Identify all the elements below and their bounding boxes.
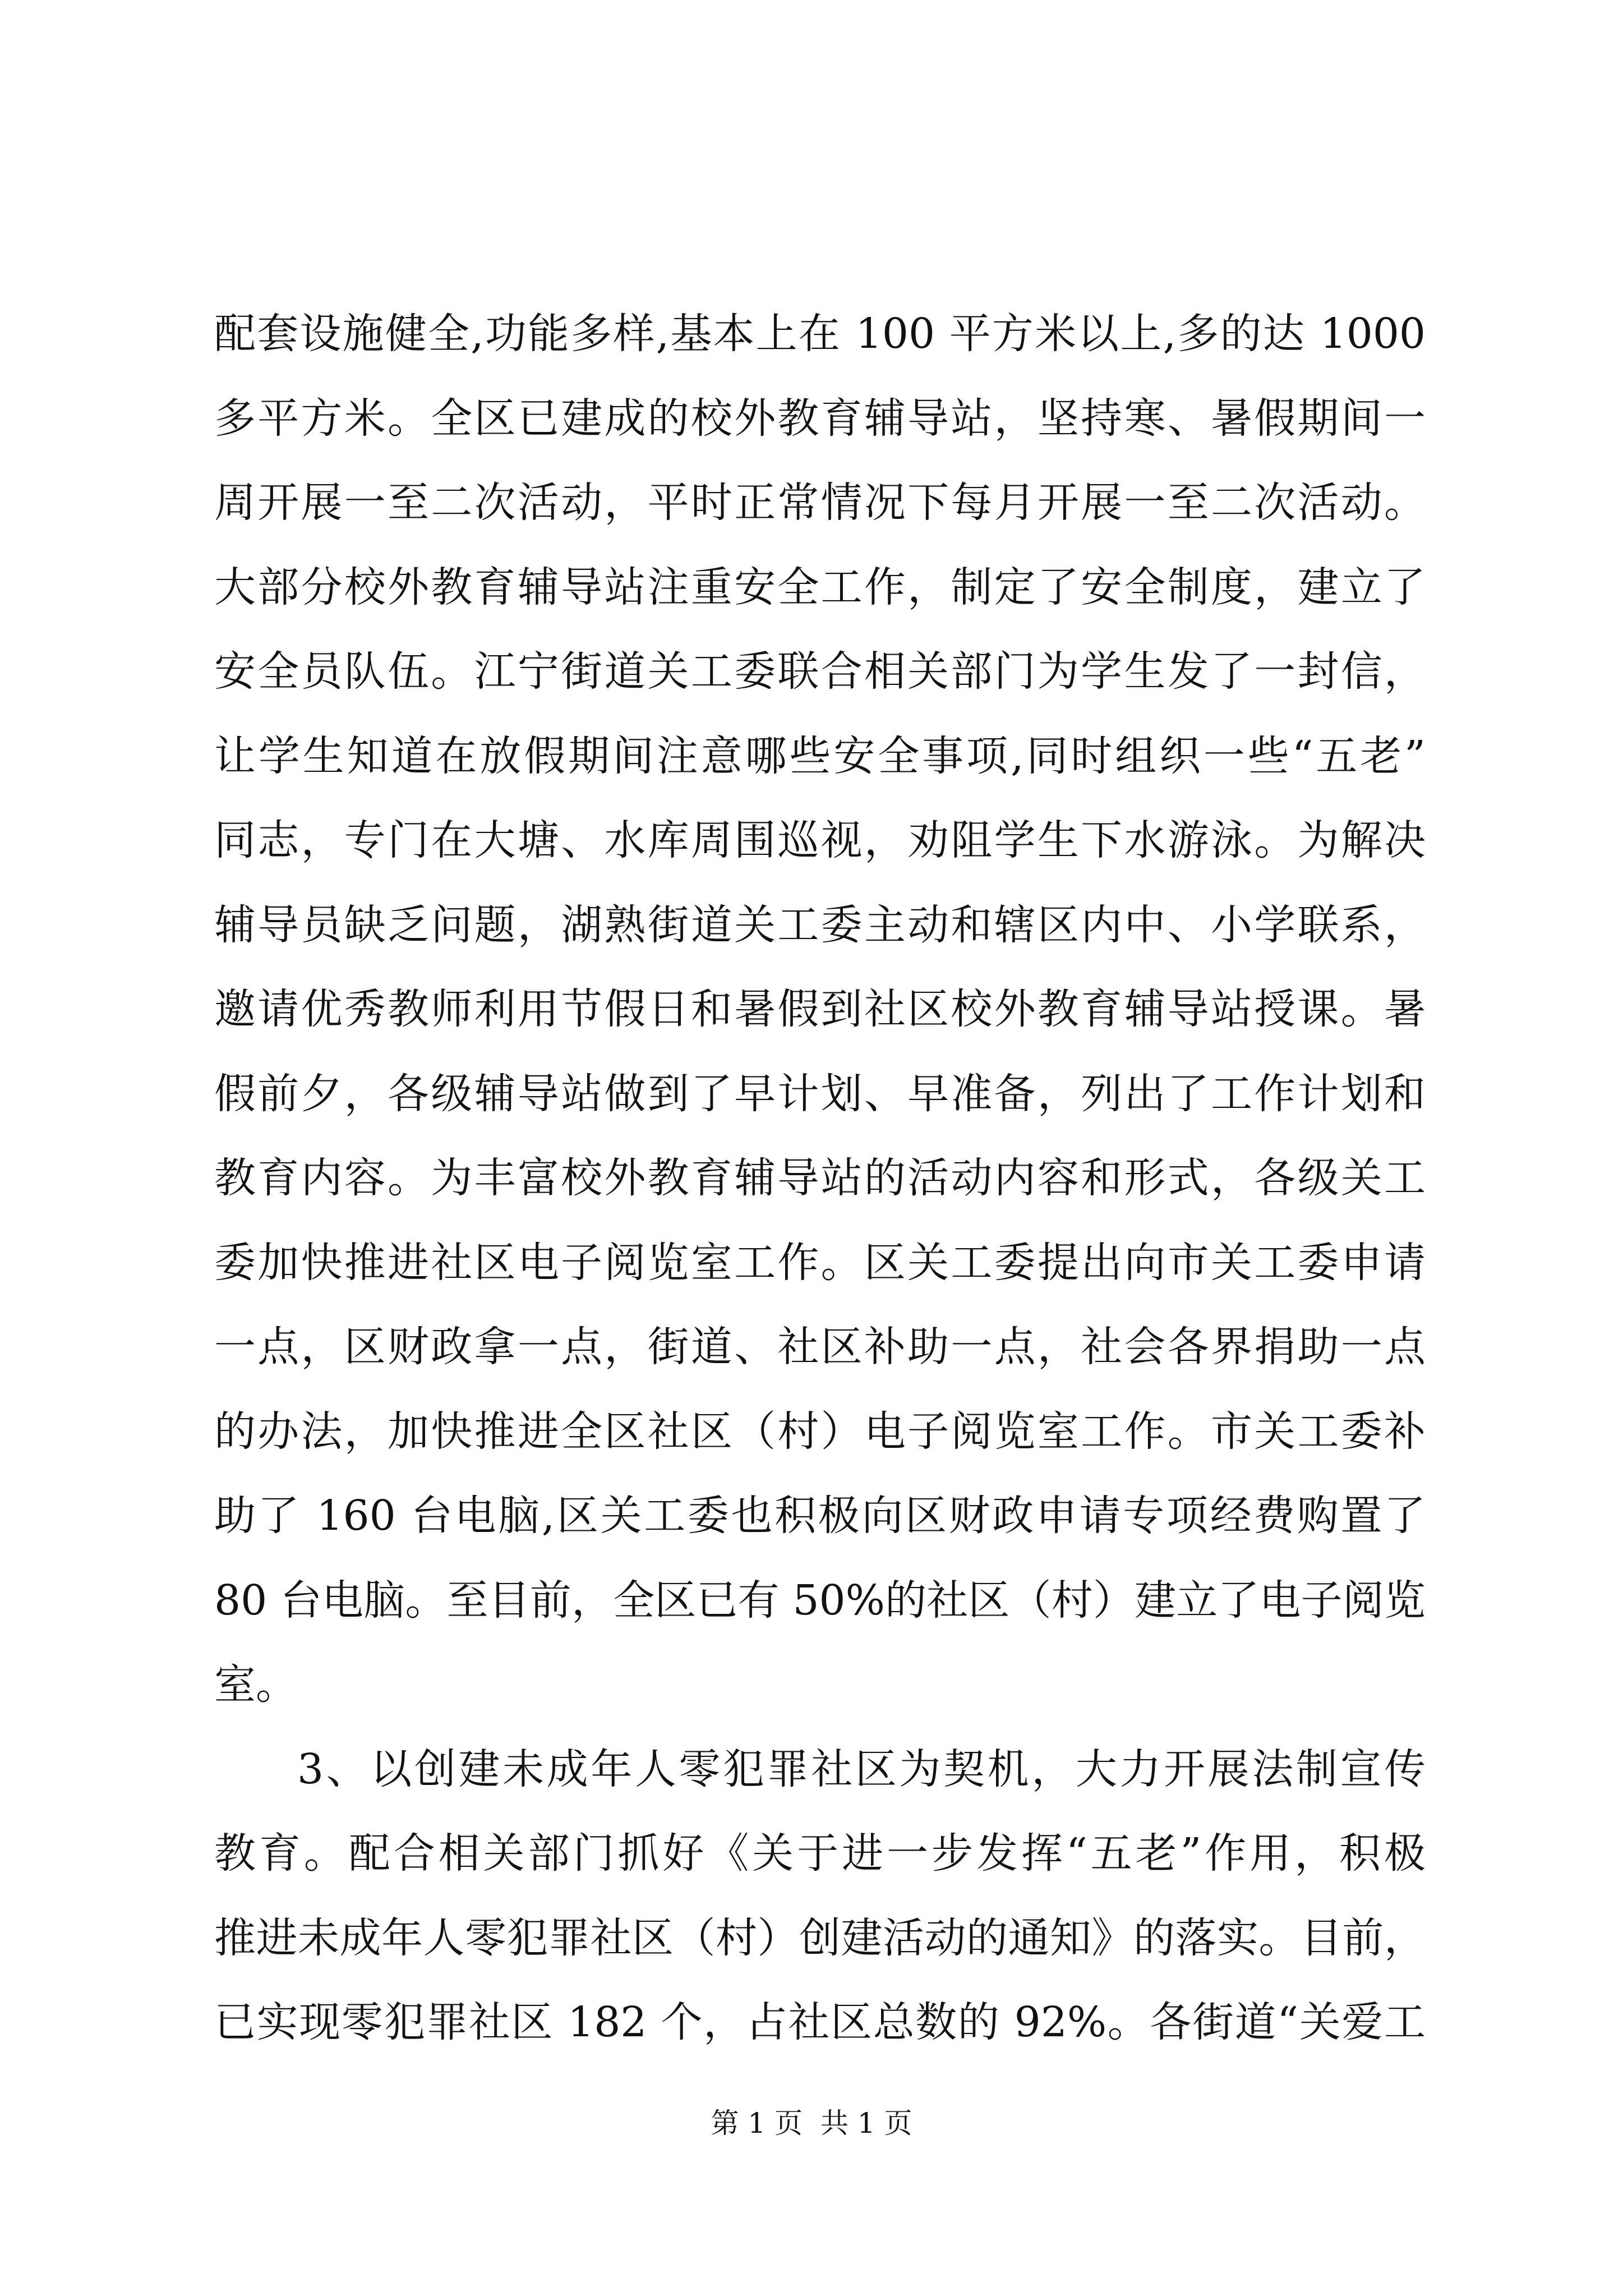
text-line-16: 80 台电脑。至目前，全区已有 50%的社区（村）建立了电子阅览: [214, 1576, 1426, 1625]
text-line-19: 教育。配合相关部门抓好《关于进一步发挥“五老”作用，积极: [214, 1829, 1426, 1878]
text-line-14: 的办法，加快推进全区社区（村）电子阅览室工作。市关工委补: [214, 1407, 1426, 1456]
text-line-7: 同志，专门在大塘、水库周围巡视，劝阻学生下水游泳。为解决: [214, 816, 1426, 864]
text-line-5: 安全员队伍。江宁街道关工委联合相关部门为学生发了一封信，: [214, 647, 1426, 696]
text-line-9: 邀请优秀教师利用节假日和暑假到社区校外教育辅导站授课。暑: [214, 985, 1426, 1033]
document-body: [214, 292, 1426, 2065]
text-line-13: 一点，区财政拿一点，街道、社区补助一点，社会各界捐助一点: [214, 1323, 1426, 1371]
text-line-21: 已实现零犯罪社区 182 个，占社区总数的 92%。各街道“关爱工: [214, 1998, 1426, 2046]
text-line-12: 委加快推进社区电子阅览室工作。区关工委提出向市关工委申请: [214, 1238, 1426, 1287]
text-line-18: 3、以创建未成年人零犯罪社区为契机，大力开展法制宣传: [297, 1745, 1426, 1793]
text-line-15: 助了 160 台电脑,区关工委也积极向区财政申请专项经费购置了: [214, 1492, 1426, 1540]
text-line-11: 教育内容。为丰富校外教育辅导站的活动内容和形式，各级关工: [214, 1154, 1426, 1202]
text-line-8: 辅导员缺乏问题，湖熟街道关工委主动和辖区内中、小学联系，: [214, 900, 1426, 949]
text-line-1: 配套设施健全,功能多样,基本上在 100 平方米以上,多的达 1000: [214, 310, 1426, 358]
text-line-4: 大部分校外教育辅导站注重安全工作，制定了安全制度，建立了: [214, 563, 1426, 611]
text-line-17: 室。: [214, 1660, 297, 1709]
page-footer: 第 1 页 共 1 页: [711, 2107, 912, 2139]
text-line-10: 假前夕，各级辅导站做到了早计划、早准备，列出了工作计划和: [214, 1069, 1426, 1118]
text-line-6: 让学生知道在放假期间注意哪些安全事项,同时组织一些“五老”: [214, 731, 1426, 780]
text-line-20: 推进未成年人零犯罪社区（村）创建活动的通知》的落实。目前，: [214, 1913, 1426, 1962]
text-line-2: 多平方米。全区已建成的校外教育辅导站，坚持寒、暑假期间一: [214, 394, 1426, 443]
text-line-3: 周开展一至二次活动，平时正常情况下每月开展一至二次活动。: [214, 478, 1426, 527]
